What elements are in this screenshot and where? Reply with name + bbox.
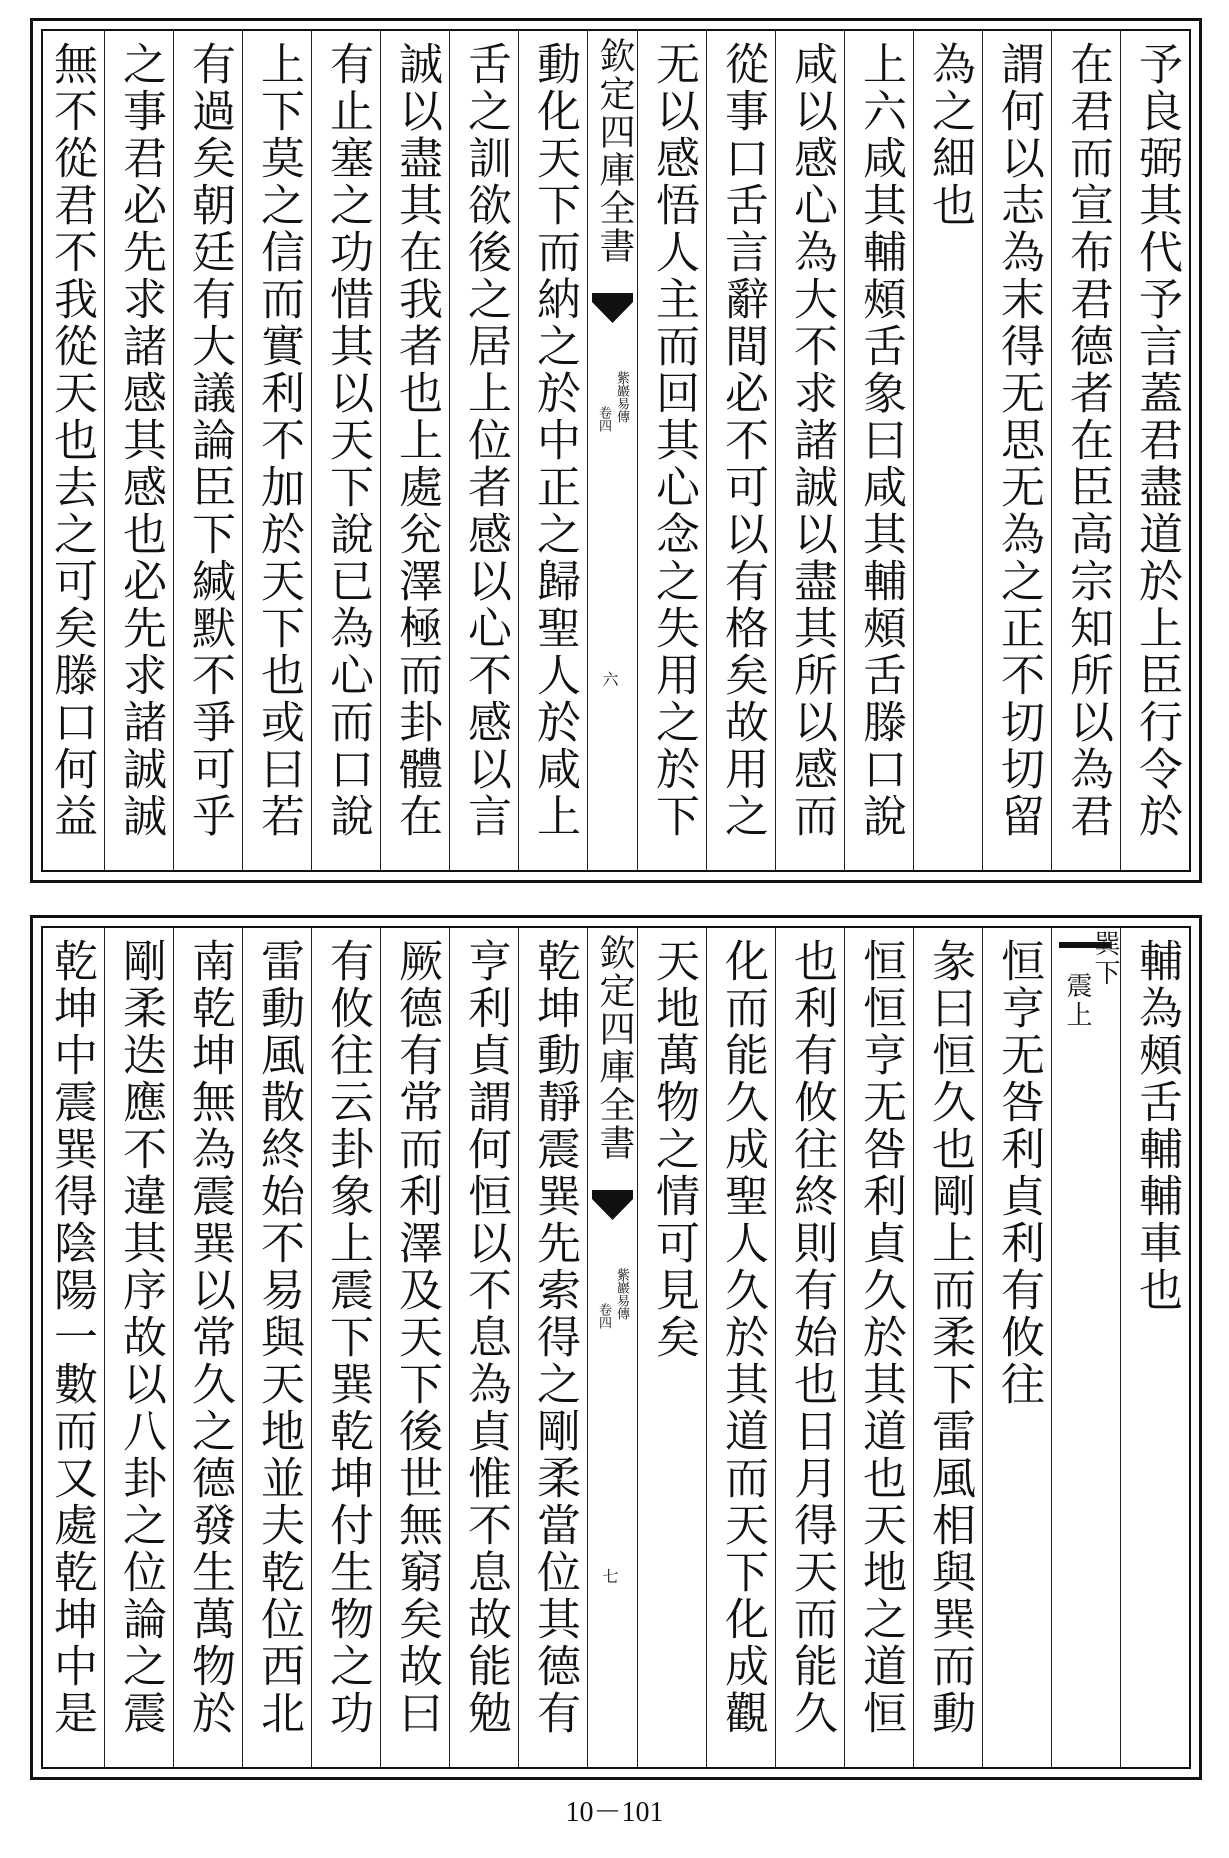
text-column [844, 31, 913, 870]
page-center-fold [587, 31, 637, 870]
column-text: 在君而宣布君德者在臣高宗知所以為君 [1062, 41, 1113, 840]
column-text: 上下莫之信而實利不加於天下也或曰若 [253, 41, 304, 840]
column-text: 厥德有常而利澤及天下後世無窮矣故曰 [391, 938, 442, 1737]
book-name: 紫巖易傳 [614, 1268, 629, 1320]
page-number: 六 [600, 671, 619, 687]
column-text: 輔為頰舌輔輔車也 [1131, 938, 1182, 1314]
column-text: 謂何以志為末得无思无為之正不切切留 [993, 41, 1044, 840]
column-text: 予良弼其代予言蓋君盡道於上臣行令於 [1131, 41, 1182, 840]
text-column [311, 31, 380, 870]
text-column [637, 31, 706, 870]
text-column [706, 31, 775, 870]
column-text: 舌之訓欲後之居上位者感以心不感以言 [460, 41, 511, 840]
bottom-page [30, 915, 1202, 1780]
text-column [242, 928, 311, 1767]
top-page [30, 18, 1202, 883]
column-text: 乾坤動靜震巽先索得之剛柔當位其德有 [529, 938, 580, 1737]
column-text: 之事君必先求諸感其感也必先求諸誠誠 [115, 41, 166, 840]
page-number: 七 [600, 1568, 619, 1584]
column-text: 化而能久成聖人久於其道而天下化成觀 [717, 938, 768, 1737]
bottom-page-text-block [41, 926, 1191, 1769]
text-column [775, 31, 844, 870]
text-column [173, 31, 242, 870]
text-column [173, 928, 242, 1767]
running-title: 欽定四庫全書 [594, 37, 635, 265]
trigram-lower: 巽下 [1090, 930, 1120, 988]
text-column [913, 31, 982, 870]
text-column [1051, 31, 1120, 870]
text-column [104, 31, 173, 870]
text-column [380, 31, 449, 870]
column-text: 有過矣朝廷有大議論臣下緘默不爭可乎 [184, 41, 235, 840]
column-text: 無不從君不我從天也去之可矣滕口何益 [46, 41, 97, 840]
text-column [518, 928, 587, 1767]
column-text: 恒亨无咎利貞利有攸往 [993, 938, 1044, 1408]
column-text: 從事口舌言辭間必不可以有格矣故用之 [717, 41, 768, 840]
text-column [449, 31, 518, 870]
running-title: 欽定四庫全書 [594, 934, 635, 1162]
column-text: 剛柔迭應不違其序故以八卦之位論之震 [115, 938, 166, 1737]
column-text: 彖曰恒久也剛上而柔下雷風相與巽而動 [924, 938, 975, 1737]
text-column [706, 928, 775, 1767]
text-column [844, 928, 913, 1767]
column-text: 恒恒亨无咎利貞久於其道也天地之道恒 [855, 938, 906, 1737]
column-text: 雷動風散終始不易與天地並夫乾位西北 [253, 938, 304, 1737]
text-column [982, 31, 1051, 870]
column-text: 有攸往云卦象上震下巽乾坤付生物之功 [322, 938, 373, 1737]
text-column [311, 928, 380, 1767]
text-column [1120, 928, 1189, 1767]
text-column [35, 928, 104, 1767]
column-text: 天地萬物之情可見矣 [648, 938, 699, 1361]
column-text: 南乾坤無為震巽以常久之德發生萬物於 [184, 938, 235, 1737]
text-column [913, 928, 982, 1767]
top-page-text-block [41, 29, 1191, 872]
text-column [518, 31, 587, 870]
text-column [104, 928, 173, 1767]
trigram-labels [1051, 928, 1120, 1048]
column-text: 動化天下而納之於中正之歸聖人於咸上 [529, 41, 580, 840]
column-text: 有止塞之功惜其以天下說已為心而口說 [322, 41, 373, 840]
trigram-upper: 震上 [1062, 972, 1092, 1030]
column-text: 咸以感心為大不求諸誠以盡其所以感而 [786, 41, 837, 840]
volume-label: 卷四 [596, 406, 611, 432]
text-column [637, 928, 706, 1767]
reprint-page-number: 10－101 [565, 1797, 664, 1828]
column-text: 誠以盡其在我者也上處兊澤極而卦體在 [391, 41, 442, 840]
book-name: 紫巖易傳 [614, 371, 629, 423]
column-text: 无以感悟人主而回其心念之失用之於下 [648, 41, 699, 840]
column-text: 為之細也 [924, 41, 975, 229]
text-column [982, 928, 1051, 1767]
text-column [35, 31, 104, 870]
column-text: 亨利貞謂何恒以不息為貞惟不息故能勉 [460, 938, 511, 1737]
text-column [242, 31, 311, 870]
text-column [1120, 31, 1189, 870]
text-column [449, 928, 518, 1767]
column-text: 上六咸其輔頰舌象曰咸其輔頰舌滕口說 [855, 41, 906, 840]
text-column [380, 928, 449, 1767]
page-center-fold [587, 928, 637, 1767]
column-text: 乾坤中震巽得陰陽一數而又處乾坤中是 [46, 938, 97, 1737]
hexagram-column [1051, 928, 1120, 1767]
column-text: 也利有攸往終則有始也日月得天而能久 [786, 938, 837, 1737]
volume-label: 卷四 [596, 1303, 611, 1329]
text-column [775, 928, 844, 1767]
